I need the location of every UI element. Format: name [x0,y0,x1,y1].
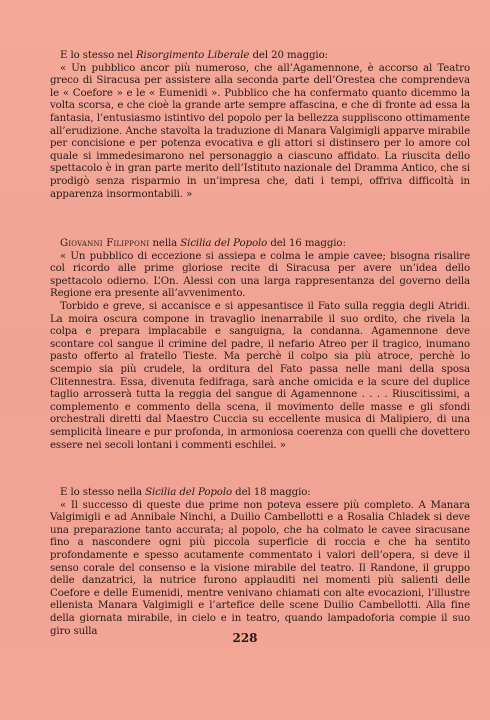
section3-intro-b: del 18 maggio: [232,487,311,498]
section2-quote-para2: Torbido e greve, si accanisce e si appesantisce il Fato sulla reggia degli Atridi. La moira oscura compone in travaglio inenarrabile il suo ordito, che rivela la colpa e prepara implacabile e sanguigna, la condanna. Agamennone deve scontare col sangue il crimine del padre, il nefario Atreo per il tragico, inumano pasto offerto al fratello Tieste. Ma perchè il colpo sia più atroce, perchè lo scempio sia più crudele, la orditura del Fato passa nelle mani della sposa Clitennestra. Essa, divenuta fedifraga, sarà anche omicida e la scure del duplice taglio arrosserà tutta la reggia del sangue di Agamennone . . . . Riuscitissimi, a complemento e commento della scena, il movimento delle masse e gli sfondi orchestrali diretti dal Maestro Cuccia su eccellente musica di Malipiero, di una semplicità lineare e pur profonda, in armoniosa coerenza con quelli che dovettero essere nei secoli lontani i commenti eschilei. » [50,300,470,451]
section3-heading [50,487,470,500]
section2-quote-para1: « Un pubblico di eccezione si assiepa e colma le ampie cavee; bisogna risalire col ricordo alle prime gloriose recite di Siracusa per avere un’idea dello spettacolo odierno. L’On. Alessi con una larga rappresentanza del governo della Regione era presente all’avvenimento. [50,250,470,300]
section1-intro-b: del 20 maggio: [249,50,328,61]
section-filipponi [50,238,470,452]
section1-paragraph [50,50,470,63]
section2-intro-a: nella [149,238,181,249]
section2-heading [50,238,470,251]
section2-author: Giovanni Filipponi [60,238,150,249]
section1-source: Risorgimento Liberale [135,50,250,61]
section2-source: Sicilia del Popolo [180,238,268,249]
section-risorgimento-liberale [50,50,470,201]
section-sicilia-18-maggio [50,487,470,638]
section3-quote: « Il successo di queste due prime non poteva essere più completo. A Manara Valgimigli e ad Annibale Ninchi, a Duilio Cambellotti e a Rosalia Chladek si deve una preparazione tanto accurata; al popolo, che ha colmato le cavee siracusane fino a nascondere ogni più piccola superficie di roccia e che ha sentito profondamente e spesso acutamente commentato i valori dell’opera, si deve il senso corale del consenso e la visione mirabile del teatro. Il Randone, il gruppo delle danzatrici, la nutrice furono applauditi nei momenti più salienti delle Coefore e delle Eumenidi, mentre venivano chiamati con alte evocazioni, l’illustre ellenista Manara Valgimigli e l’artefice delle scene Duilio Cambellotti. Alla fine della giornata mirabile, in cielo e in teatro, quando lampadoforia compie il suo giro sulla [50,499,470,637]
section3-intro-a: E lo stesso nella [60,487,146,498]
section2-intro-b: del 16 maggio: [267,238,346,249]
section1-quote: « Un pubblico ancor più numeroso, che all’Agamennone, è accorso al Teatro greco di Siracusa per assistere alla seconda parte dell’Orestea che comprendeva le « Coefore » e le « Eumenidi ». Pubblico che ha confermato quanto dicemmo la volta scorsa, e che cioè la grande arte sempre affascina, e che di fronte ad essa la fantasia, l’entusiasmo istintivo del popolo per la bellezza suppliscono ottimamente all’erudizione. Anche stavolta la traduzione di Manara Valgimigli apparve mirabile per concisione e per potenza evocativa e gli attori si distinsero per lo amore col quale si immedesimarono nel personaggio a ciascuno affidato. La riuscita dello spettacolo è in gran parte merito dell’Istituto nazionale del Dramma Antico, che si prodigò senza risparmio in un’impresa che, dati i tempi, offriva difficoltà in apparenza insormontabili. » [50,62,470,200]
section1-intro-a: E lo stesso nel [60,50,136,61]
page-number: 228 [232,631,258,645]
section3-source: Sicilia del Popolo [145,487,233,498]
